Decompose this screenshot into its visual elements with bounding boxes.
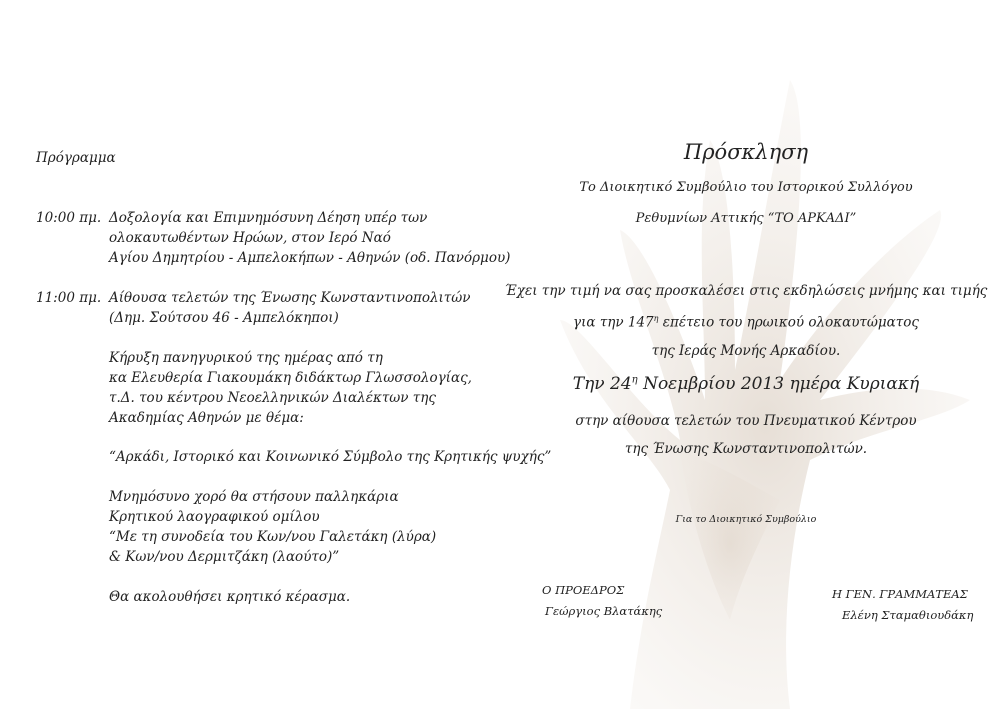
invitation-body-line: της Ιεράς Μονής Αρκαδίου. <box>651 343 841 359</box>
program-line: Κήρυξη πανηγυρικού της ημέρας από τη <box>109 350 383 366</box>
program-line: Μνημόσυνο χορό θα στήσουν παλληκάρια <box>109 489 399 505</box>
program-heading: Πρόγραμμα <box>36 150 116 166</box>
speech-topic: “Αρκάδι, Ιστορικό και Κοινωνικό Σύμβολο της Κρητικής ψυχής” <box>109 449 552 465</box>
invitation-body-line: Έχει την τιμή να σας προσκαλέσει στις εκδηλώσεις μνήμης και τιμής <box>504 283 988 299</box>
president-name: Γεώργιος Βλατάκης <box>545 604 663 618</box>
venue-line: της Ένωσης Κωνσταντινοπολιτών. <box>624 441 868 457</box>
president-title: Ο ΠΡΟΕΔΡΟΣ <box>542 583 625 597</box>
secretary-title: Η ΓΕΝ. ΓΡΑΜΜΑΤΕΑΣ <box>832 587 968 601</box>
program-line: Ακαδημίας Αθηνών με θέμα: <box>109 410 304 426</box>
signoff: Για το Διοικητικό Συμβούλιο <box>675 514 817 525</box>
venue-line: στην αίθουσα τελετών του Πνευματικού Κέντρου <box>575 413 917 429</box>
program-line: Δοξολογία και Επιμνημόσυνη Δέηση υπέρ των <box>109 210 428 226</box>
program-line: Κρητικού λαογραφικού ομίλου <box>109 509 320 525</box>
program-time-1: 10:00 πμ. <box>36 210 102 226</box>
program-line: “Με τη συνοδεία του Κων/νου Γαλετάκη (λύρα) <box>109 529 437 545</box>
program-line: Αγίου Δημητρίου - Αμπελοκήπων - Αθηνών (οδ. Πανόρμου) <box>109 250 511 266</box>
program-closing: Θα ακολουθήσει κρητικό κέρασμα. <box>109 589 351 605</box>
invitation-title: Πρόσκληση <box>683 140 809 164</box>
program-line: Αίθουσα τελετών της Ένωσης Κωνσταντινοπολιτών <box>109 290 471 306</box>
program-line: τ.Δ. του κέντρου Νεοελληνικών Διαλέκτων της <box>109 390 436 406</box>
event-date: Την $24^\eta$ Νοεμβρίου 2013 ημέρα Κυριακή <box>572 374 920 394</box>
invitation-from-line: Το Διοικητικό Συμβούλιο του Ιστορικού Συλλόγου <box>579 180 913 195</box>
program-time-2: 11:00 πμ. <box>36 290 102 306</box>
secretary-name: Ελένη Σταμαθιουδάκη <box>842 608 974 622</box>
program-line: ολοκαυτωθέντων Ηρώων, στον Ιερό Ναό <box>109 230 391 246</box>
invitation-from-line: Ρεθυμνίων Αττικής “ΤΟ ΑΡΚΑΔΙ” <box>635 211 857 226</box>
program-line: κα Ελευθερία Γιακουμάκη διδάκτωρ Γλωσσολογίας, <box>109 370 472 386</box>
invitation-body-line: για την $147^\eta$ επέτειο του ηρωικού ολοκαυτώματος <box>573 314 919 331</box>
program-line: (Δημ. Σούτσου 46 - Αμπελόκηποι) <box>109 310 339 326</box>
program-line: & Κων/νου Δερμιτζάκη (λαούτο)” <box>109 549 340 565</box>
